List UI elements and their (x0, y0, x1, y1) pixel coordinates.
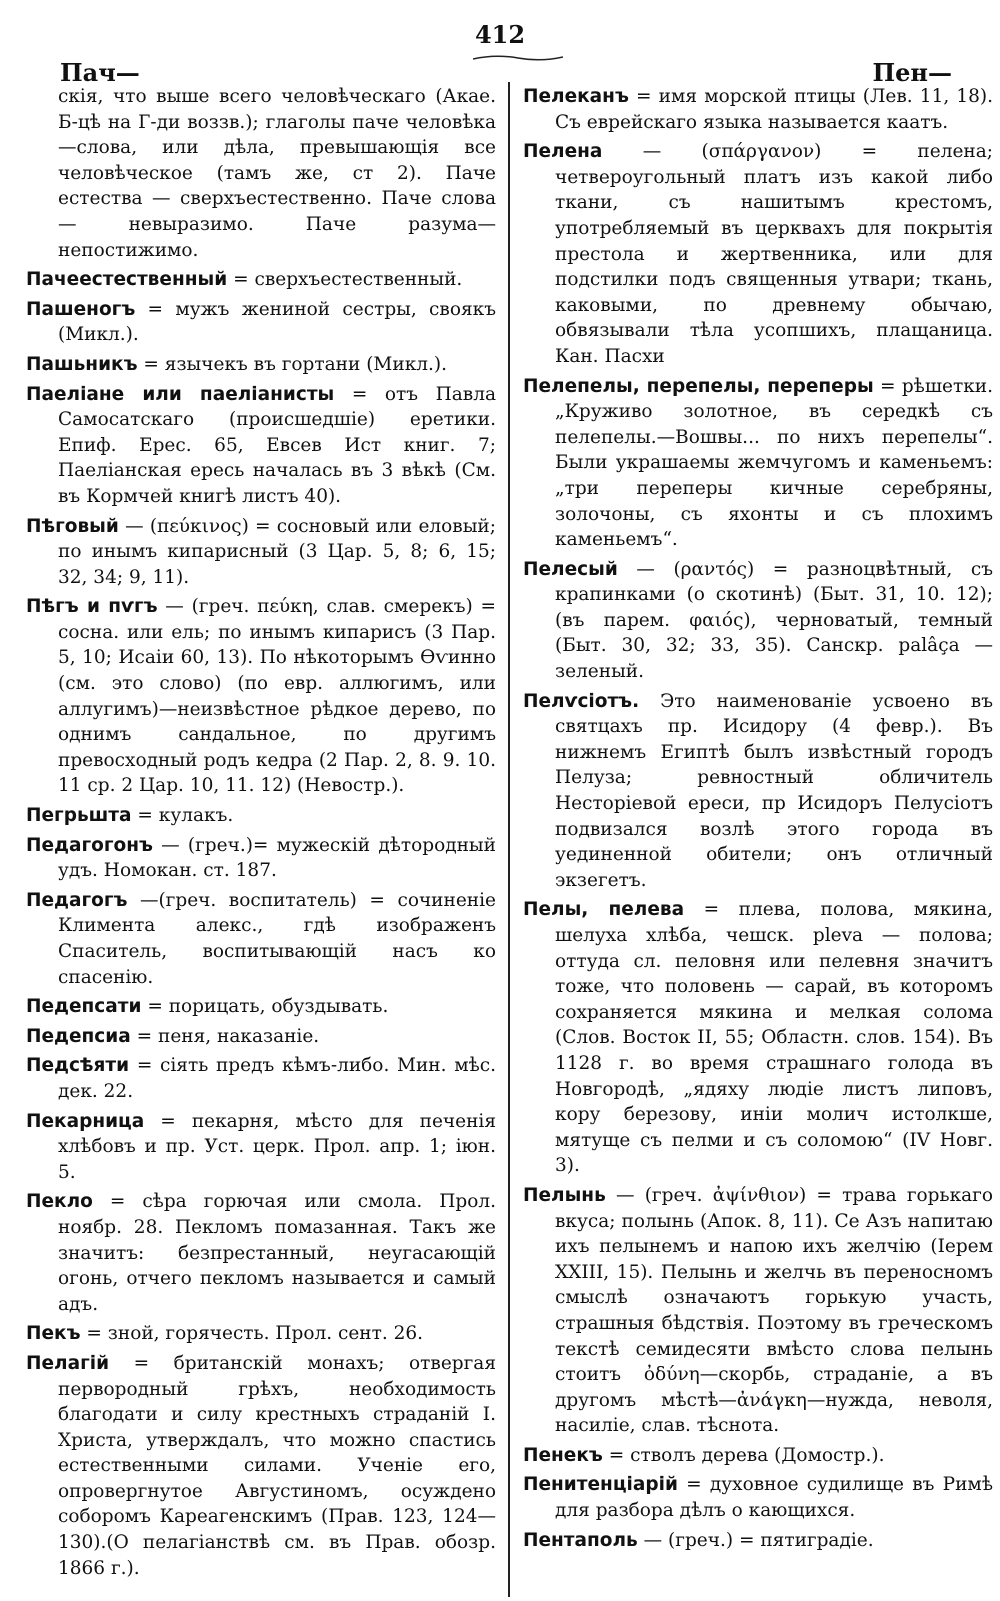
dictionary-entry (26, 833, 496, 884)
dictionary-entry (26, 594, 496, 799)
entry-definition: = сіять предъ кѣмъ-либо. Мин. мѣс. дек. 22. (58, 1055, 496, 1102)
entry-definition: —(греч. воспитатель) = сочиненіе Климента алекс., гдѣ изображенъ Спаситель, воспитывающій насъ ко спасенію. (58, 889, 496, 988)
entry-definition: = сѣра горючая или смола. Прол. ноябр. 28. Пекломъ помазанная. Такъ же значитъ: безпрестанный, неугасающій огонь, отчего пекломъ называется и самый адъ. (58, 1191, 497, 1315)
entry-headword: Пентаполь (523, 1529, 638, 1551)
entry-definition: = отъ Павла Самосатскаго (происшедшіе) еретики. Епиф. Ерес. 65, Евсев Ист книг. 7; Паеліанская ересь началась въ 3 вѣкѣ (См. въ Кормчей книгѣ листъ 40). (58, 383, 496, 507)
entry-definition: — (ραντός) = разноцвѣтный, съ крапинками (о скотинѣ) (Быт. 31, 10. 12); (въ парем. φαιός), черноватый, темный (Быт. 30, 32; 33, 35). Санскр. palâça — зеленый. (555, 558, 993, 683)
entry-headword: Пенитенціарій (523, 1474, 678, 1496)
entry-headword: Пачеестественный (26, 269, 228, 291)
dictionary-entry (26, 1053, 496, 1104)
entry-headword: Пекъ (26, 1323, 81, 1345)
entry-headword: Пелынь (523, 1184, 606, 1206)
dictionary-entry (26, 267, 496, 293)
dictionary-entry (26, 1109, 496, 1186)
entry-definition: = порицать, обуздывать. (147, 996, 389, 1018)
entry-headword: Пелы, пелева (523, 899, 685, 921)
entry-headword: Педепсати (26, 996, 142, 1018)
entry-headword: Пенекъ (523, 1444, 603, 1466)
entry-headword: Пекло (26, 1191, 93, 1213)
dictionary-entry (26, 994, 496, 1020)
entry-headword: Пелагій (26, 1352, 110, 1374)
entry-definition: = имя морской птицы (Лев. 11, 18). Съ еврейскаго языка называется каатъ. (555, 86, 993, 133)
entry-headword: Педагогонъ (26, 834, 153, 856)
entry-headword: Пегрьшта (26, 805, 132, 827)
entry-headword: Пелѵсіотъ. (523, 690, 640, 712)
entry-headword: Пелепелы, перепелы, переперы (523, 375, 874, 397)
entry-definition: = язычекъ въ гортани (Микл.). (143, 353, 447, 375)
dictionary-entry (523, 1443, 993, 1469)
left-column (26, 84, 496, 1585)
dictionary-entry (26, 1024, 496, 1050)
entry-headword: Пашьникъ (26, 353, 138, 375)
dictionary-entry (26, 803, 496, 829)
entry-definition: — (греч.) = пятиградіе. (643, 1529, 874, 1551)
entry-headword: Педсѣяти (26, 1055, 130, 1077)
guide-word-left: Пач— (60, 58, 140, 87)
entry-definition: скія, что выше всего человѣческаго (Акае. Б-цѣ на Г-ди воззв.); глаголы паче человѣка—слова, или дѣла, превышающія все человѣческое (тамъ же, ст 2). Паче естества — сверхъестественно. Паче слова — невыразимо. Паче разума—непостижимо. (58, 86, 496, 261)
dictionary-entry (26, 84, 496, 263)
entry-definition: Это наименованіе усвоено въ святцахъ пр. Исидору (4 февр.). Въ нижнемъ Египтѣ былъ извѣстный городъ Пелуза; ревностный обличитель Несторіевой ереси, пр Исидоръ Пелусіотъ подвизался возлѣ этого города въ уединенной обители; онъ отличный экзегетъ. (555, 690, 993, 891)
dictionary-entry (523, 557, 993, 685)
entry-definition: = кулакъ. (137, 805, 234, 827)
dictionary-entry (523, 374, 993, 553)
dictionary-entry (523, 689, 993, 894)
entry-headword: Педагогъ (26, 889, 128, 911)
entry-definition: — (σπάργανον) = пелена; четвероугольный платъ изъ какой либо ткани, съ нашитымъ крестомъ, употребляемый въ церквахъ для покрытія престола и жертвенника, или для подстилки подъ священныя утвари; ткань, каковыми, по древнему обычаю, обвязывали тѣла усопшихъ, плащаница. Кан. Пасхи (555, 141, 993, 367)
dictionary-entry (26, 352, 496, 378)
entry-definition: = пеня, наказаніе. (136, 1025, 320, 1047)
dictionary-entry (523, 1472, 993, 1523)
entry-definition: = стволъ дерева (Домостр.). (608, 1444, 885, 1466)
entry-definition: = рѣшетки. „Круживо золотное, въ середкѣ съ пелепелы.—Вошвы... по нихъ перепелы“. Были украшаемы жемчугомъ и каменьемъ: „три переперы кичные серебряны, золочоны, съ яхонты и съ плохимъ каменьемъ“. (555, 375, 993, 551)
entry-headword: Пелеканъ (523, 86, 629, 107)
entry-headword: Педепсиа (26, 1025, 131, 1047)
entry-definition: = пекарня, мѣсто для печенія хлѣбовъ и пр. Уст. церк. Прол. апр. 1; іюн. 5. (58, 1110, 496, 1183)
entry-headword: Пашеногъ (26, 298, 136, 320)
entry-definition: = духовное судилище въ Римѣ для разбора дѣлъ о кающихся. (555, 1474, 993, 1522)
entry-definition: — (греч. πεύκη, слав. смерекъ) = сосна. или ель; по инымъ кипарисъ (3 Пар. 5, 10; Исаіи 60, 13). По нѣкоторымъ Ѳѵинно (см. это слово) (по евр. аллюгимъ, или аллугимъ)—неизвѣстное рѣдкое дерево, по однимъ сандальное, по другимъ превосходный родъ кедра (2 Пар. 2, 8. 9. 10. 11 ср. 2 Цар. 10, 11. 12) (Невостр.). (58, 596, 496, 797)
columns (18, 84, 993, 1599)
entry-headword: Пелена (523, 141, 603, 163)
dictionary-entry (26, 514, 496, 591)
entry-definition: = зной, горячесть. Прол. сент. 26. (86, 1323, 424, 1345)
dictionary-entry (523, 139, 993, 369)
entry-headword: Пѣгъ и пѵгъ (26, 596, 158, 618)
entry-headword: Пѣговый (26, 515, 119, 537)
guide-word-right: Пен— (872, 58, 952, 87)
dictionary-entry (523, 84, 993, 135)
entry-headword: Пелесый (523, 558, 618, 580)
entry-definition: = сверхъестественный. (233, 269, 463, 291)
page-number: 412 (474, 20, 526, 49)
ornament-divider (473, 54, 563, 62)
dictionary-entry (26, 297, 496, 348)
entry-definition: — (πεύκινος) = сосновый или еловый; по инымъ кипарисный (3 Цар. 5, 8; 6, 15; 32, 34; 9, 11). (58, 515, 496, 588)
entry-definition: = плева, полова, мякина, шелуха хлѣба, чешск. pleva — полова; оттуда сл. пеловня или пелевня значитъ тоже, что половень — сарай, въ которомъ сохраняется мякина и мелкая солома (Слов. Восток II, 55; Областн. слов. 154). Въ 1128 г. во время страшнаго голода въ Новгородѣ, „ядяху людіе листъ липовъ, кору березову, иніи молич истолкше, мятуще съ пелми и съ соломою“ (IV Новг. 3). (555, 899, 993, 1177)
entry-definition: — (греч.)= мужескій дѣтородный удъ. Номокан. ст. 187. (58, 834, 496, 882)
dictionary-entry (26, 888, 496, 990)
dictionary-entry (26, 1321, 496, 1347)
dictionary-entry (523, 1528, 993, 1554)
dictionary-entry (26, 382, 496, 510)
page-header (18, 14, 982, 87)
right-column (523, 84, 993, 1557)
entry-headword: Паеліане или паеліанисты (26, 383, 335, 405)
entry-definition: = британскій монахъ; отвергая первородный грѣхъ, необходимость благодати и силу крестныхъ страданій І. Христа, утверждалъ, что можно спастись естественными силами. Ученіе его, опровергнутое Августиномъ, осуждено соборомъ Кареагенскимъ (Прав. 123, 124—130).(О пелагіанствѣ см. въ Прав. обозр. 1866 г.). (58, 1352, 497, 1579)
column-rule (508, 82, 510, 1597)
entry-definition: = мужъ жениной сестры, своякъ (Микл.). (58, 298, 496, 346)
entry-headword: Пекарница (26, 1110, 145, 1132)
dictionary-entry (523, 897, 993, 1179)
dictionary-entry (26, 1351, 496, 1581)
dictionary-entry (26, 1189, 496, 1317)
dictionary-entry (523, 1183, 993, 1439)
entry-definition: — (греч. ἀψίνθιον) = трава горькаго вкуса; полынь (Апок. 8, 11). Се Азъ напитаю ихъ пелынемъ и напою ихъ желчію (Іерем XXIII, 15). Пелынь и желчь въ переносномъ смыслѣ означаютъ горькую участь, страшныя бѣдствія. Поэтому въ греческомъ текстѣ семидесяти вмѣсто слова пелынь стоитъ ὀδύνη—скорбь, страданіе, а въ другомъ мѣстѣ—ἀνάγκη—нужда, неволя, насиліе, слав. тѣснота. (555, 1184, 993, 1437)
